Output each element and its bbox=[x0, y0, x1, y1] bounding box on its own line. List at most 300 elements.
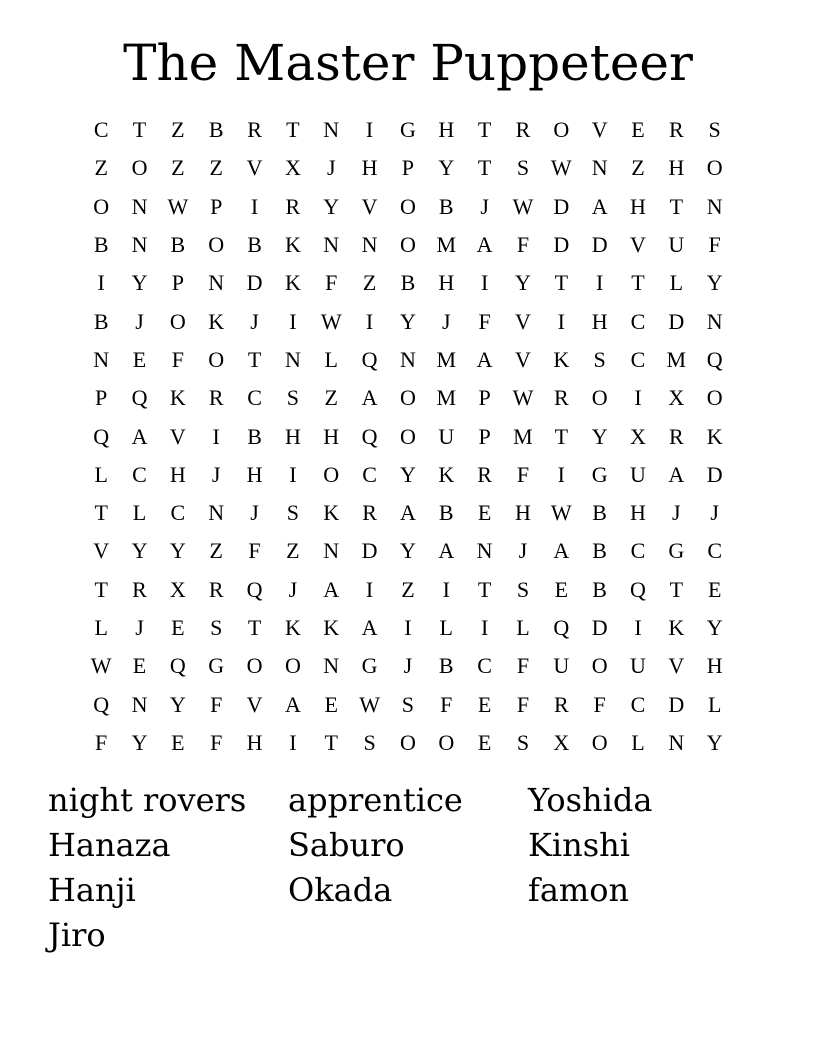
grid-letter: N bbox=[131, 232, 148, 258]
grid-letter: Y bbox=[131, 538, 148, 564]
grid-letter: J bbox=[403, 653, 413, 679]
grid-letter: S bbox=[286, 500, 300, 526]
grid-letter: J bbox=[441, 308, 451, 334]
grid-row bbox=[82, 532, 734, 570]
grid-letter: O bbox=[208, 232, 225, 258]
grid-letter: F bbox=[210, 691, 223, 717]
grid-letter: X bbox=[169, 576, 186, 602]
grid-letter: E bbox=[324, 691, 338, 717]
grid-letter: V bbox=[515, 346, 531, 372]
grid-letter: W bbox=[550, 155, 572, 181]
grid-letter: B bbox=[400, 270, 416, 296]
grid-letter: N bbox=[668, 729, 685, 755]
grid-letter: P bbox=[210, 193, 223, 219]
grid-letter: W bbox=[90, 653, 112, 679]
grid-letter: G bbox=[361, 653, 378, 679]
grid-letter: C bbox=[362, 461, 377, 487]
grid-letter: I bbox=[595, 270, 604, 296]
grid-letter: D bbox=[591, 232, 608, 258]
grid-letter: S bbox=[516, 155, 530, 181]
grid-letter: K bbox=[284, 615, 301, 640]
grid-letter: F bbox=[171, 346, 184, 372]
grid-letter: F bbox=[478, 308, 491, 334]
grid-letter: O bbox=[706, 385, 723, 411]
grid-letter: D bbox=[553, 232, 570, 258]
grid-letter: H bbox=[591, 308, 608, 334]
grid-letter: H bbox=[284, 423, 301, 449]
grid-letter: C bbox=[707, 538, 723, 564]
grid-letter: T bbox=[477, 576, 492, 602]
grid-letter: Q bbox=[131, 385, 148, 411]
grid-letter: O bbox=[323, 461, 340, 487]
grid-letter: E bbox=[132, 346, 147, 372]
grid-letter: E bbox=[132, 653, 147, 679]
grid-letter: E bbox=[554, 576, 569, 602]
grid-letter: R bbox=[553, 385, 569, 411]
grid-letter: I bbox=[289, 729, 297, 755]
grid-letter: H bbox=[361, 155, 378, 181]
grid-row bbox=[82, 417, 734, 455]
grid-letter: L bbox=[669, 270, 684, 296]
grid-letter: F bbox=[516, 232, 530, 258]
grid-letter: I bbox=[250, 193, 259, 219]
grid-letter: Z bbox=[631, 155, 645, 181]
grid-letter: B bbox=[592, 500, 607, 526]
grid-letter: O bbox=[246, 653, 263, 679]
grid-row bbox=[82, 111, 734, 149]
grid-letter: N bbox=[706, 308, 723, 334]
word-list bbox=[48, 778, 768, 958]
grid-letter: Y bbox=[706, 729, 723, 755]
grid-letter: F bbox=[440, 691, 453, 717]
grid-letter: B bbox=[93, 232, 109, 258]
grid-letter: I bbox=[365, 117, 374, 143]
grid-letter: B bbox=[208, 117, 224, 143]
grid-letter: N bbox=[284, 346, 301, 372]
grid-letter: I bbox=[289, 308, 297, 334]
grid-letter: D bbox=[361, 538, 378, 564]
word-list-item: Hanji bbox=[48, 871, 136, 909]
grid-letter: B bbox=[247, 423, 262, 449]
grid-letter: W bbox=[167, 193, 189, 219]
grid-letter: G bbox=[208, 653, 225, 679]
letter-grid bbox=[82, 111, 734, 762]
grid-letter: I bbox=[634, 385, 642, 411]
grid-letter: U bbox=[668, 232, 685, 258]
grid-letter: K bbox=[323, 500, 340, 526]
grid-letter: T bbox=[669, 576, 684, 602]
grid-letter: K bbox=[438, 461, 455, 487]
grid-letter: Q bbox=[361, 423, 378, 449]
grid-letter: K bbox=[553, 346, 570, 372]
grid-letter: C bbox=[477, 653, 492, 679]
grid-letter: W bbox=[359, 691, 380, 717]
grid-letter: V bbox=[591, 117, 608, 143]
grid-letter: Y bbox=[131, 270, 148, 296]
grid-letter: H bbox=[630, 500, 646, 526]
grid-row bbox=[82, 494, 734, 532]
grid-letter: C bbox=[132, 461, 147, 487]
grid-letter: R bbox=[362, 500, 377, 526]
grid-row bbox=[82, 685, 734, 723]
grid-letter: B bbox=[438, 193, 454, 219]
grid-letter: M bbox=[436, 346, 457, 372]
grid-letter: U bbox=[438, 423, 455, 449]
grid-letter: A bbox=[476, 346, 493, 372]
grid-letter: D bbox=[591, 615, 608, 640]
grid-letter: J bbox=[135, 615, 144, 640]
grid-letter: H bbox=[438, 270, 455, 296]
grid-letter: N bbox=[208, 500, 225, 526]
grid-letter: N bbox=[476, 538, 493, 564]
grid-letter: J bbox=[326, 155, 336, 181]
grid-letter: T bbox=[94, 576, 108, 602]
grid-letter: Y bbox=[131, 729, 148, 755]
grid-letter: H bbox=[630, 193, 646, 219]
grid-letter: N bbox=[399, 346, 416, 372]
grid-letter: O bbox=[399, 423, 416, 449]
grid-row bbox=[82, 341, 734, 379]
grid-letter: C bbox=[630, 538, 646, 564]
grid-letter: R bbox=[477, 461, 492, 487]
grid-letter: N bbox=[131, 691, 148, 717]
grid-letter: F bbox=[516, 461, 530, 487]
grid-letter: I bbox=[480, 615, 489, 640]
grid-letter: O bbox=[399, 232, 416, 258]
grid-letter: P bbox=[401, 155, 415, 181]
grid-letter: O bbox=[399, 729, 416, 755]
grid-letter: X bbox=[668, 385, 685, 411]
grid-letter: S bbox=[516, 729, 530, 755]
grid-letter: J bbox=[135, 308, 144, 334]
grid-letter: S bbox=[210, 615, 223, 640]
grid-letter: R bbox=[285, 193, 301, 219]
grid-letter: O bbox=[169, 308, 186, 334]
grid-letter: N bbox=[706, 193, 723, 219]
grid-letter: H bbox=[668, 155, 685, 181]
grid-letter: Y bbox=[706, 615, 723, 640]
grid-letter: L bbox=[94, 615, 108, 640]
grid-letter: N bbox=[591, 155, 608, 181]
grid-letter: A bbox=[284, 691, 301, 717]
grid-letter: C bbox=[630, 308, 646, 334]
grid-letter: J bbox=[250, 308, 259, 334]
grid-letter: T bbox=[631, 270, 645, 296]
grid-letter: Z bbox=[171, 155, 185, 181]
grid-letter: A bbox=[476, 232, 493, 258]
grid-letter: H bbox=[246, 461, 263, 487]
grid-letter: H bbox=[515, 500, 531, 526]
grid-letter: T bbox=[94, 500, 108, 526]
grid-letter: N bbox=[323, 538, 340, 564]
grid-letter: O bbox=[208, 346, 225, 372]
grid-letter: J bbox=[672, 500, 681, 526]
word-list-item: famon bbox=[528, 871, 630, 909]
grid-letter: K bbox=[668, 615, 685, 640]
grid-letter: P bbox=[171, 270, 184, 296]
grid-letter: I bbox=[442, 576, 450, 602]
grid-row bbox=[82, 149, 734, 187]
grid-letter: Y bbox=[591, 423, 608, 449]
grid-row bbox=[82, 724, 734, 762]
grid-letter: V bbox=[361, 193, 378, 219]
grid-letter: L bbox=[324, 346, 338, 372]
grid-letter: J bbox=[480, 193, 489, 219]
grid-letter: L bbox=[94, 461, 108, 487]
grid-letter: V bbox=[630, 232, 646, 258]
grid-letter: J bbox=[518, 538, 528, 564]
grid-row bbox=[82, 571, 734, 609]
grid-letter: H bbox=[323, 423, 340, 449]
grid-letter: K bbox=[323, 615, 340, 640]
grid-letter: I bbox=[557, 308, 565, 334]
grid-letter: E bbox=[171, 615, 185, 640]
grid-letter: R bbox=[668, 423, 684, 449]
grid-letter: W bbox=[320, 308, 342, 334]
grid-letter: C bbox=[630, 346, 646, 372]
grid-letter: S bbox=[708, 117, 721, 143]
grid-letter: O bbox=[591, 729, 608, 755]
grid-letter: M bbox=[436, 232, 457, 258]
grid-letter: I bbox=[97, 270, 105, 296]
grid-letter: C bbox=[93, 117, 109, 143]
grid-letter: Z bbox=[209, 538, 223, 564]
grid-letter: Q bbox=[93, 423, 110, 449]
word-list-item: Okada bbox=[288, 871, 393, 909]
grid-letter: F bbox=[210, 729, 223, 755]
grid-letter: Y bbox=[169, 691, 186, 717]
grid-letter: S bbox=[593, 346, 606, 372]
grid-letter: W bbox=[512, 193, 534, 219]
grid-letter: E bbox=[631, 117, 645, 143]
grid-letter: A bbox=[438, 538, 455, 564]
grid-letter: D bbox=[668, 308, 685, 334]
grid-letter: T bbox=[554, 270, 569, 296]
grid-letter: L bbox=[631, 729, 645, 755]
grid-letter: F bbox=[95, 729, 108, 755]
grid-letter: V bbox=[93, 538, 110, 564]
grid-letter: G bbox=[399, 117, 416, 143]
grid-letter: F bbox=[516, 691, 530, 717]
grid-letter: P bbox=[478, 385, 491, 411]
grid-letter: F bbox=[516, 653, 530, 679]
grid-letter: H bbox=[706, 653, 723, 679]
grid-letter: I bbox=[365, 576, 374, 602]
grid-letter: X bbox=[630, 423, 646, 449]
grid-letter: T bbox=[669, 193, 684, 219]
grid-letter: Q bbox=[553, 615, 570, 640]
grid-letter: A bbox=[591, 193, 608, 219]
grid-letter: P bbox=[478, 423, 491, 449]
grid-letter: U bbox=[630, 653, 646, 679]
grid-letter: O bbox=[399, 193, 416, 219]
grid-letter: K bbox=[169, 385, 186, 411]
grid-letter: S bbox=[363, 729, 376, 755]
grid-letter: T bbox=[132, 117, 147, 143]
grid-letter: B bbox=[247, 232, 262, 258]
grid-letter: H bbox=[438, 117, 455, 143]
grid-letter: J bbox=[211, 461, 221, 487]
grid-letter: B bbox=[438, 500, 454, 526]
grid-letter: L bbox=[707, 691, 722, 717]
grid-letter: M bbox=[513, 423, 533, 449]
grid-letter: M bbox=[436, 385, 457, 411]
grid-letter: M bbox=[666, 346, 687, 372]
grid-letter: G bbox=[668, 538, 685, 564]
grid-letter: L bbox=[439, 615, 453, 640]
grid-letter: C bbox=[247, 385, 262, 411]
grid-letter: U bbox=[630, 461, 646, 487]
grid-letter: P bbox=[95, 385, 108, 411]
grid-letter: Z bbox=[324, 385, 338, 411]
grid-letter: Q bbox=[246, 576, 263, 602]
grid-letter: B bbox=[592, 576, 607, 602]
grid-letter: S bbox=[516, 576, 530, 602]
grid-letter: K bbox=[284, 232, 301, 258]
grid-letter: C bbox=[630, 691, 646, 717]
grid-letter: Z bbox=[209, 155, 223, 181]
grid-letter: U bbox=[553, 653, 570, 679]
grid-letter: B bbox=[93, 308, 109, 334]
grid-letter: T bbox=[477, 117, 492, 143]
grid-letter: A bbox=[553, 538, 570, 564]
grid-letter: V bbox=[515, 308, 531, 334]
grid-letter: O bbox=[131, 155, 148, 181]
grid-letter: R bbox=[208, 385, 224, 411]
grid-row bbox=[82, 188, 734, 226]
grid-letter: N bbox=[323, 232, 340, 258]
grid-letter: B bbox=[592, 538, 607, 564]
grid-letter: D bbox=[668, 691, 685, 717]
word-list-item: Yoshida bbox=[528, 781, 653, 819]
grid-letter: F bbox=[325, 270, 338, 296]
grid-letter: T bbox=[554, 423, 569, 449]
grid-letter: Y bbox=[515, 270, 531, 296]
grid-letter: K bbox=[208, 308, 225, 334]
grid-letter: V bbox=[246, 691, 263, 717]
grid-letter: B bbox=[170, 232, 186, 258]
grid-letter: E bbox=[477, 500, 492, 526]
grid-letter: T bbox=[477, 155, 492, 181]
grid-letter: K bbox=[706, 423, 723, 449]
grid-letter: F bbox=[248, 538, 261, 564]
grid-letter: L bbox=[132, 500, 147, 526]
grid-letter: I bbox=[634, 615, 642, 640]
grid-letter: A bbox=[668, 461, 685, 487]
grid-row bbox=[82, 264, 734, 302]
grid-letter: O bbox=[93, 193, 110, 219]
grid-letter: W bbox=[512, 385, 534, 411]
grid-letter: I bbox=[212, 423, 220, 449]
grid-letter: B bbox=[438, 653, 454, 679]
grid-letter: X bbox=[284, 155, 301, 181]
grid-letter: G bbox=[591, 461, 608, 487]
grid-letter: R bbox=[132, 576, 147, 602]
grid-letter: O bbox=[553, 117, 570, 143]
grid-letter: X bbox=[553, 729, 570, 755]
grid-letter: S bbox=[401, 691, 415, 717]
grid-letter: C bbox=[170, 500, 186, 526]
grid-row bbox=[82, 456, 734, 494]
grid-letter: Z bbox=[362, 270, 377, 296]
grid-letter: I bbox=[557, 461, 565, 487]
grid-letter: Q bbox=[93, 691, 110, 717]
grid-letter: Y bbox=[169, 538, 186, 564]
grid-letter: N bbox=[323, 653, 340, 679]
grid-letter: A bbox=[399, 500, 416, 526]
grid-letter: F bbox=[593, 691, 606, 717]
grid-letter: T bbox=[247, 615, 262, 640]
grid-letter: O bbox=[591, 653, 608, 679]
grid-row bbox=[82, 302, 734, 340]
grid-letter: Z bbox=[286, 538, 300, 564]
grid-letter: Z bbox=[94, 155, 108, 181]
grid-letter: N bbox=[131, 193, 148, 219]
grid-letter: O bbox=[284, 653, 301, 679]
grid-letter: E bbox=[171, 729, 185, 755]
grid-letter: R bbox=[515, 117, 531, 143]
grid-letter: Q bbox=[169, 653, 186, 679]
grid-letter: T bbox=[324, 729, 338, 755]
word-list-item: Jiro bbox=[48, 916, 106, 954]
grid-row bbox=[82, 379, 734, 417]
grid-letter: Y bbox=[323, 193, 340, 219]
grid-letter: F bbox=[708, 232, 721, 258]
grid-letter: A bbox=[323, 576, 340, 602]
grid-letter: K bbox=[284, 270, 301, 296]
grid-letter: D bbox=[553, 193, 570, 219]
word-list-item: Hanaza bbox=[48, 826, 171, 864]
grid-letter: N bbox=[208, 270, 225, 296]
grid-letter: E bbox=[477, 729, 492, 755]
grid-letter: Y bbox=[399, 461, 416, 487]
grid-letter: R bbox=[553, 691, 569, 717]
grid-letter: H bbox=[246, 729, 263, 755]
grid-letter: E bbox=[477, 691, 492, 717]
grid-letter: I bbox=[480, 270, 489, 296]
grid-letter: N bbox=[93, 346, 110, 372]
grid-letter: N bbox=[323, 117, 340, 143]
grid-row bbox=[82, 647, 734, 685]
grid-letter: O bbox=[591, 385, 608, 411]
grid-letter: N bbox=[361, 232, 378, 258]
grid-letter: I bbox=[365, 308, 374, 334]
grid-letter: Z bbox=[171, 117, 185, 143]
grid-letter: J bbox=[250, 500, 259, 526]
grid-letter: J bbox=[710, 500, 719, 526]
grid-letter: T bbox=[286, 117, 300, 143]
grid-letter: R bbox=[208, 576, 224, 602]
grid-letter: Q bbox=[361, 346, 378, 372]
grid-letter: J bbox=[288, 576, 298, 602]
grid-letter: Q bbox=[630, 576, 646, 602]
grid-letter: D bbox=[246, 270, 263, 296]
grid-letter: Z bbox=[401, 576, 415, 602]
grid-letter: O bbox=[399, 385, 416, 411]
grid-letter: Y bbox=[438, 155, 455, 181]
grid-letter: Q bbox=[706, 346, 723, 372]
grid-letter: Y bbox=[399, 308, 416, 334]
grid-letter: W bbox=[550, 500, 572, 526]
grid-letter: T bbox=[247, 346, 262, 372]
grid-letter: S bbox=[286, 385, 300, 411]
grid-letter: Y bbox=[399, 538, 416, 564]
grid-letter: D bbox=[706, 461, 723, 487]
grid-letter: H bbox=[169, 461, 186, 487]
word-list-item: night rovers bbox=[48, 781, 247, 819]
grid-letter: O bbox=[706, 155, 723, 181]
page-title: The Master Puppeteer bbox=[123, 34, 693, 92]
